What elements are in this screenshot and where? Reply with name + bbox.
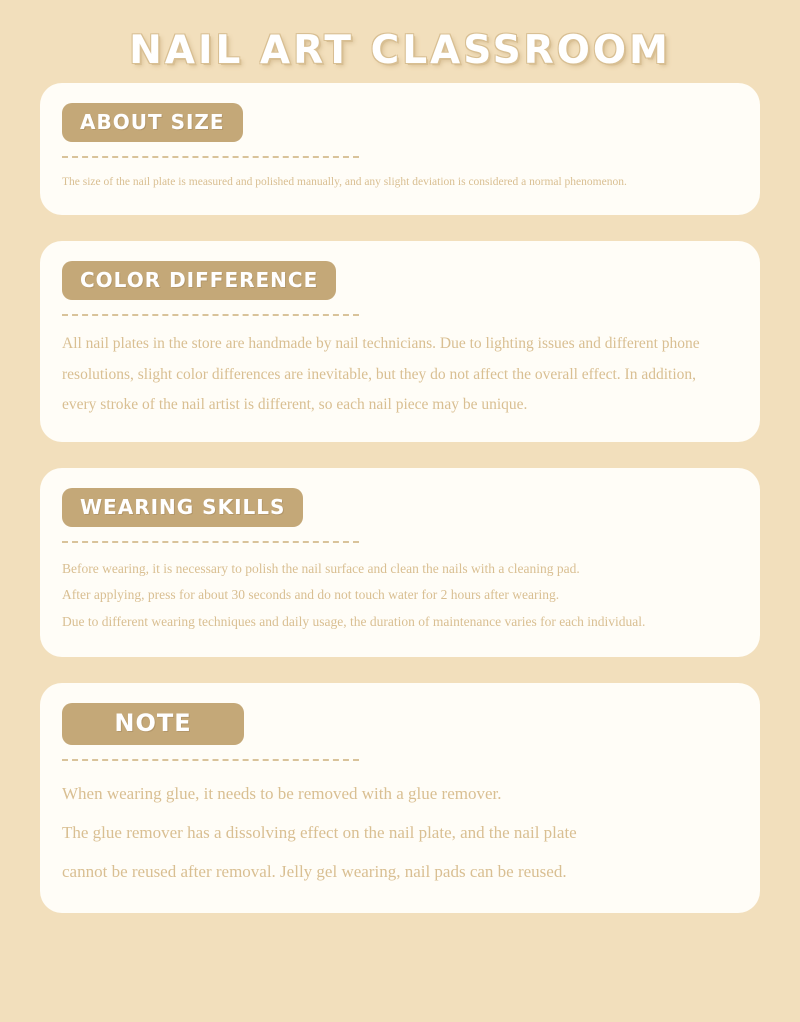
body-line: resolutions, slight color differences are inevitable, but they do not affect the overall effect. In addition, <box>62 365 697 383</box>
body-line: The size of the nail plate is measured and polished manually, and any slight deviation is considered a normal phenomenon. <box>62 176 627 188</box>
body-line: Due to different wearing techniques and daily usage, the duration of maintenance varies for each individual. <box>62 613 646 629</box>
section-badge-about-size: ABOUT SIZE <box>62 103 243 142</box>
body-line: All nail plates in the store are handmade by nail technicians. Due to lighting issues and different phone <box>62 335 700 353</box>
body-line: When wearing glue, it needs to be removed with a glue remover. <box>62 784 502 804</box>
section-body-note <box>62 774 738 891</box>
section-badge-wearing-skills: WEARING SKILLS <box>62 488 303 527</box>
section-body-wearing-skills <box>62 556 738 635</box>
section-badge-color-difference: COLOR DIFFERENCE <box>62 261 336 300</box>
section-card-wearing-skills <box>40 468 760 657</box>
section-body-color-difference <box>62 329 738 420</box>
section-badge-note: NOTE <box>62 703 244 745</box>
body-line: After applying, press for about 30 seconds and do not touch water for 2 hours after wearing. <box>62 587 560 603</box>
dashed-divider <box>62 541 359 544</box>
body-line: The glue remover has a dissolving effect on the nail plate, and the nail plate <box>62 823 577 843</box>
section-card-about-size <box>40 83 760 215</box>
section-body-about-size <box>62 171 738 193</box>
body-line: every stroke of the nail artist is different, so each nail piece may be unique. <box>62 395 528 413</box>
dashed-divider <box>62 314 359 317</box>
body-line: cannot be reused after removal. Jelly gel wearing, nail pads can be reused. <box>62 862 567 882</box>
page-title: NAIL ART CLASSROOM <box>129 28 671 73</box>
section-card-note <box>40 683 760 913</box>
dashed-divider <box>62 759 359 762</box>
section-card-color-difference <box>40 241 760 442</box>
body-line: Before wearing, it is necessary to polish the nail surface and clean the nails with a cleaning pad. <box>62 561 580 577</box>
dashed-divider <box>62 156 359 159</box>
